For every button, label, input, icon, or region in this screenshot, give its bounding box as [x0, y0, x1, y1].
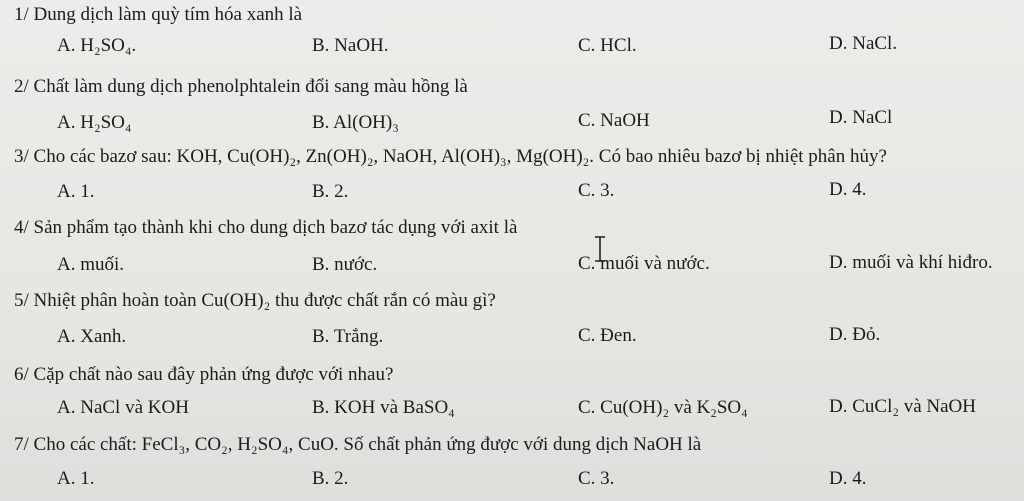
- question-5-option-c: C. Đen.: [578, 325, 637, 346]
- question-5-option-a: A. Xanh.: [57, 326, 127, 347]
- question-5-option-d: D. Đỏ.: [829, 324, 881, 345]
- question-4-option-c: C. muối và nước.: [578, 253, 710, 274]
- question-2-option-b: B. Al(OH)₃: [312, 112, 399, 133]
- question-2-option-a: A. H₂SO₄: [57, 112, 132, 133]
- question-1-option-c: C. HCl.: [578, 35, 637, 56]
- question-6-option-c: C. Cu(OH)₂ và K₂SO₄: [578, 397, 748, 418]
- question-1-option-d: D. NaCl.: [829, 33, 898, 54]
- question-7-stem: 7/ Cho các chất: FeCl₃, CO₂, H₂SO₄, CuO. Số chất phản ứng được với dung dịch NaOH là: [14, 434, 702, 455]
- question-6-option-b: B. KOH và BaSO₄: [312, 397, 455, 418]
- question-4-stem: 4/ Sản phẩm tạo thành khi cho dung dịch bazơ tác dụng với axit là: [14, 217, 518, 238]
- question-7-option-c: C. 3.: [578, 468, 615, 489]
- question-2-option-d: D. NaCl: [829, 107, 893, 128]
- question-3-option-d: D. 4.: [829, 179, 867, 200]
- question-3-option-a: A. 1.: [57, 181, 95, 202]
- question-1-option-a: A. H₂SO₄.: [57, 35, 137, 56]
- question-1-stem: 1/ Dung dịch làm quỳ tím hóa xanh là: [14, 4, 303, 25]
- question-4-option-d: D. muối và khí hiđro.: [829, 252, 993, 273]
- text-cursor-icon: [593, 236, 607, 262]
- question-7-option-b: B. 2.: [312, 468, 349, 489]
- question-7-option-d: D. 4.: [829, 468, 867, 489]
- question-3-option-c: C. 3.: [578, 180, 615, 201]
- question-1-option-b: B. NaOH.: [312, 35, 389, 56]
- question-7-option-a: A. 1.: [57, 468, 95, 489]
- question-4-option-a: A. muối.: [57, 254, 125, 275]
- question-5-option-b: B. Trắng.: [312, 326, 384, 347]
- question-4-option-b: B. nước.: [312, 254, 378, 275]
- question-2-stem: 2/ Chất làm dung dịch phenolphtalein đổi sang màu hồng là: [14, 76, 468, 97]
- question-2-option-c: C. NaOH: [578, 110, 650, 131]
- question-5-stem: 5/ Nhiệt phân hoàn toàn Cu(OH)₂ thu được chất rắn có màu gì?: [14, 290, 496, 311]
- question-6-stem: 6/ Cặp chất nào sau đây phản ứng được với nhau?: [14, 364, 394, 385]
- question-6-option-d: D. CuCl₂ và NaOH: [829, 396, 976, 417]
- question-6-option-a: A. NaCl và KOH: [57, 397, 189, 418]
- question-3-stem: 3/ Cho các bazơ sau: KOH, Cu(OH)₂, Zn(OH)₂, NaOH, Al(OH)₃, Mg(OH)₂. Có bao nhiêu bazơ bị nhiệt phân hủy?: [14, 146, 887, 167]
- question-3-option-b: B. 2.: [312, 181, 349, 202]
